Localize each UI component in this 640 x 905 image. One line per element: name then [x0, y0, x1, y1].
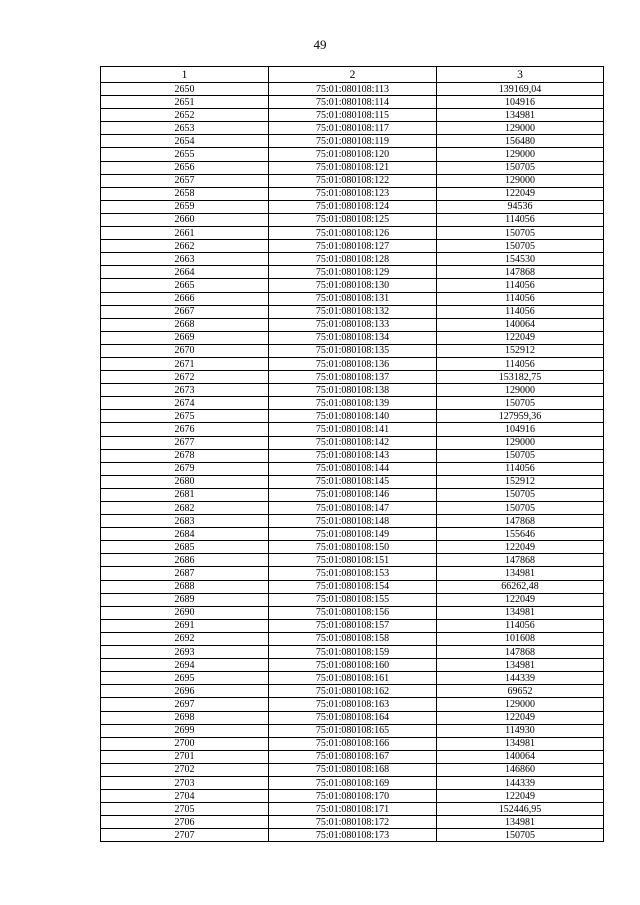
table-row: [101, 803, 604, 816]
table-cell-col-3: 122049: [437, 187, 604, 200]
table-cell-col-1: 2685: [101, 541, 269, 554]
table-cell-col-2: 75:01:080108:145: [269, 475, 437, 488]
table-cell-col-2: 75:01:080108:127: [269, 240, 437, 253]
table-cell-col-1: 2654: [101, 135, 269, 148]
table-row: [101, 253, 604, 266]
table-cell-col-3: 153182,75: [437, 371, 604, 384]
table-row: [101, 816, 604, 829]
table-cell-col-1: 2706: [101, 816, 269, 829]
table-cell-col-2: 75:01:080108:113: [269, 83, 437, 96]
table-cell-col-2: 75:01:080108:155: [269, 593, 437, 606]
table-row: [101, 436, 604, 449]
table-row: [101, 397, 604, 410]
table-cell-col-1: 2700: [101, 737, 269, 750]
table-cell-col-3: 114056: [437, 213, 604, 226]
table-cell-col-1: 2677: [101, 436, 269, 449]
table-row: [101, 646, 604, 659]
table-cell-col-3: 134981: [437, 659, 604, 672]
table-cell-col-3: 129000: [437, 174, 604, 187]
table-cell-col-3: 122049: [437, 593, 604, 606]
table-cell-col-1: 2687: [101, 567, 269, 580]
table-cell-col-3: 114930: [437, 724, 604, 737]
table-cell-col-1: 2703: [101, 776, 269, 789]
table-cell-col-1: 2667: [101, 305, 269, 318]
table-row: [101, 554, 604, 567]
table-cell-col-3: 122049: [437, 541, 604, 554]
table-cell-col-2: 75:01:080108:135: [269, 344, 437, 357]
table-cell-col-3: 127959,36: [437, 410, 604, 423]
page-number: 49: [313, 37, 327, 52]
header-cell-1: 1: [101, 67, 269, 83]
table-cell-col-1: 2665: [101, 279, 269, 292]
table-cell-col-1: 2697: [101, 698, 269, 711]
table-cell-col-3: 122049: [437, 711, 604, 724]
table-cell-col-1: 2652: [101, 109, 269, 122]
table-row: [101, 200, 604, 213]
table-cell-col-1: 2675: [101, 410, 269, 423]
table-row: [101, 148, 604, 161]
table-cell-col-1: 2681: [101, 488, 269, 501]
table-cell-col-1: 2693: [101, 646, 269, 659]
table-row: [101, 462, 604, 475]
table-row: [101, 488, 604, 501]
table-cell-col-1: 2691: [101, 619, 269, 632]
table-cell-col-2: 75:01:080108:166: [269, 737, 437, 750]
table-cell-col-3: 147868: [437, 266, 604, 279]
table-cell-col-1: 2661: [101, 227, 269, 240]
table-cell-col-2: 75:01:080108:143: [269, 449, 437, 462]
table-cell-col-2: 75:01:080108:169: [269, 776, 437, 789]
table-cell-col-2: 75:01:080108:130: [269, 279, 437, 292]
table-cell-col-3: 140064: [437, 318, 604, 331]
table-cell-col-3: 134981: [437, 606, 604, 619]
table-row: [101, 266, 604, 279]
header-cell-3: 3: [437, 67, 604, 83]
table-cell-col-2: 75:01:080108:154: [269, 580, 437, 593]
table-row: [101, 318, 604, 331]
table-cell-col-2: 75:01:080108:173: [269, 829, 437, 842]
table-row: [101, 161, 604, 174]
table-cell-col-2: 75:01:080108:128: [269, 253, 437, 266]
table-cell-col-2: 75:01:080108:122: [269, 174, 437, 187]
table-cell-col-3: 129000: [437, 122, 604, 135]
table-cell-col-1: 2650: [101, 83, 269, 96]
table-cell-col-1: 2659: [101, 200, 269, 213]
table-cell-col-3: 150705: [437, 397, 604, 410]
table-cell-col-3: 147868: [437, 646, 604, 659]
table-row: [101, 737, 604, 750]
table-header: [101, 67, 604, 83]
table-cell-col-1: 2680: [101, 475, 269, 488]
table-cell-col-3: 134981: [437, 567, 604, 580]
table-row: [101, 829, 604, 842]
table-cell-col-1: 2682: [101, 502, 269, 515]
table-cell-col-2: 75:01:080108:120: [269, 148, 437, 161]
table-cell-col-2: 75:01:080108:156: [269, 606, 437, 619]
table-row: [101, 502, 604, 515]
table-cell-col-3: 150705: [437, 502, 604, 515]
table-row: [101, 174, 604, 187]
table-cell-col-2: 75:01:080108:151: [269, 554, 437, 567]
table-cell-col-1: 2679: [101, 462, 269, 475]
table-cell-col-1: 2666: [101, 292, 269, 305]
table-row: [101, 279, 604, 292]
table-cell-col-3: 129000: [437, 698, 604, 711]
table-cell-col-1: 2678: [101, 449, 269, 462]
table-cell-col-1: 2686: [101, 554, 269, 567]
table-cell-col-3: 147868: [437, 554, 604, 567]
table-cell-col-1: 2694: [101, 659, 269, 672]
table-cell-col-2: 75:01:080108:140: [269, 410, 437, 423]
table-cell-col-3: 150705: [437, 240, 604, 253]
table-cell-col-2: 75:01:080108:136: [269, 357, 437, 370]
table-cell-col-3: 156480: [437, 135, 604, 148]
table-row: [101, 776, 604, 789]
table-row: [101, 135, 604, 148]
table-row: [101, 606, 604, 619]
table-row: [101, 698, 604, 711]
table-cell-col-1: 2673: [101, 384, 269, 397]
table-row: [101, 187, 604, 200]
table-cell-col-3: 104916: [437, 423, 604, 436]
table-cell-col-3: 152912: [437, 344, 604, 357]
table-row: [101, 357, 604, 370]
table-row: [101, 515, 604, 528]
table-cell-col-3: 114056: [437, 292, 604, 305]
header-cell-2: 2: [269, 67, 437, 83]
table-cell-col-3: 114056: [437, 279, 604, 292]
table-cell-col-2: 75:01:080108:142: [269, 436, 437, 449]
table-row: [101, 227, 604, 240]
table-row: [101, 750, 604, 763]
table-row: [101, 83, 604, 96]
table-cell-col-1: 2658: [101, 187, 269, 200]
table-cell-col-3: 129000: [437, 436, 604, 449]
table-cell-col-1: 2655: [101, 148, 269, 161]
table-cell-col-2: 75:01:080108:172: [269, 816, 437, 829]
table-cell-col-1: 2670: [101, 344, 269, 357]
table-cell-col-3: 101608: [437, 632, 604, 645]
table-cell-col-3: 146860: [437, 763, 604, 776]
table-row: [101, 292, 604, 305]
table-cell-col-2: 75:01:080108:141: [269, 423, 437, 436]
table-cell-col-3: 150705: [437, 227, 604, 240]
table-cell-col-3: 150705: [437, 161, 604, 174]
table-cell-col-2: 75:01:080108:147: [269, 502, 437, 515]
table-cell-col-3: 94536: [437, 200, 604, 213]
table-cell-col-3: 114056: [437, 357, 604, 370]
table-row: [101, 790, 604, 803]
table-cell-col-1: 2695: [101, 672, 269, 685]
table-cell-col-2: 75:01:080108:133: [269, 318, 437, 331]
table-row: [101, 305, 604, 318]
table-cell-col-3: 150705: [437, 829, 604, 842]
table-cell-col-1: 2683: [101, 515, 269, 528]
table-cell-col-2: 75:01:080108:148: [269, 515, 437, 528]
table-cell-col-2: 75:01:080108:157: [269, 619, 437, 632]
table-row: [101, 240, 604, 253]
table-row: [101, 423, 604, 436]
table-cell-col-2: 75:01:080108:132: [269, 305, 437, 318]
table-row: [101, 541, 604, 554]
table-cell-col-1: 2684: [101, 528, 269, 541]
table-cell-col-1: 2669: [101, 331, 269, 344]
table-cell-col-2: 75:01:080108:119: [269, 135, 437, 148]
table-row: [101, 96, 604, 109]
table-row: [101, 331, 604, 344]
table-row: [101, 344, 604, 357]
table-row: [101, 213, 604, 226]
table-row: [101, 593, 604, 606]
table-cell-col-3: 150705: [437, 488, 604, 501]
table-cell-col-1: 2656: [101, 161, 269, 174]
table-row: [101, 659, 604, 672]
table-row: [101, 632, 604, 645]
table-cell-col-1: 2689: [101, 593, 269, 606]
table-cell-col-2: 75:01:080108:167: [269, 750, 437, 763]
table-cell-col-3: 134981: [437, 109, 604, 122]
table-cell-col-3: 152446,95: [437, 803, 604, 816]
table-cell-col-1: 2676: [101, 423, 269, 436]
header-row: [101, 67, 604, 83]
table-cell-col-2: 75:01:080108:125: [269, 213, 437, 226]
data-table: [100, 66, 604, 842]
table-cell-col-3: 134981: [437, 816, 604, 829]
table-cell-col-2: 75:01:080108:165: [269, 724, 437, 737]
table-cell-col-2: 75:01:080108:134: [269, 331, 437, 344]
table-cell-col-3: 144339: [437, 672, 604, 685]
table-cell-col-3: 129000: [437, 148, 604, 161]
table-cell-col-2: 75:01:080108:121: [269, 161, 437, 174]
table-row: [101, 371, 604, 384]
table-cell-col-3: 140064: [437, 750, 604, 763]
table-cell-col-1: 2696: [101, 685, 269, 698]
table-cell-col-3: 154530: [437, 253, 604, 266]
table-row: [101, 580, 604, 593]
table-cell-col-2: 75:01:080108:131: [269, 292, 437, 305]
table-cell-col-1: 2662: [101, 240, 269, 253]
table-cell-col-2: 75:01:080108:163: [269, 698, 437, 711]
table-cell-col-2: 75:01:080108:168: [269, 763, 437, 776]
table-cell-col-2: 75:01:080108:150: [269, 541, 437, 554]
table-cell-col-2: 75:01:080108:160: [269, 659, 437, 672]
table-cell-col-3: 139169,04: [437, 83, 604, 96]
table-cell-col-2: 75:01:080108:137: [269, 371, 437, 384]
table-cell-col-2: 75:01:080108:162: [269, 685, 437, 698]
table-cell-col-1: 2699: [101, 724, 269, 737]
table-row: [101, 619, 604, 632]
table-row: [101, 122, 604, 135]
table-cell-col-1: 2660: [101, 213, 269, 226]
table-cell-col-2: 75:01:080108:146: [269, 488, 437, 501]
table-cell-col-2: 75:01:080108:138: [269, 384, 437, 397]
table-cell-col-1: 2690: [101, 606, 269, 619]
table-cell-col-3: 69652: [437, 685, 604, 698]
table-cell-col-2: 75:01:080108:144: [269, 462, 437, 475]
table-cell-col-1: 2663: [101, 253, 269, 266]
table-cell-col-1: 2653: [101, 122, 269, 135]
table-cell-col-1: 2705: [101, 803, 269, 816]
table-cell-col-3: 66262,48: [437, 580, 604, 593]
table-cell-col-2: 75:01:080108:123: [269, 187, 437, 200]
table-cell-col-3: 122049: [437, 331, 604, 344]
table-cell-col-2: 75:01:080108:114: [269, 96, 437, 109]
table-cell-col-2: 75:01:080108:164: [269, 711, 437, 724]
table-cell-col-2: 75:01:080108:126: [269, 227, 437, 240]
table-cell-col-3: 114056: [437, 462, 604, 475]
table-cell-col-1: 2672: [101, 371, 269, 384]
table-cell-col-2: 75:01:080108:115: [269, 109, 437, 122]
table-cell-col-1: 2668: [101, 318, 269, 331]
table-cell-col-3: 129000: [437, 384, 604, 397]
table-cell-col-3: 134981: [437, 737, 604, 750]
table-cell-col-3: 155646: [437, 528, 604, 541]
table-cell-col-3: 104916: [437, 96, 604, 109]
table-cell-col-1: 2698: [101, 711, 269, 724]
table-cell-col-1: 2707: [101, 829, 269, 842]
table-cell-col-1: 2674: [101, 397, 269, 410]
table-row: [101, 410, 604, 423]
table-cell-col-2: 75:01:080108:117: [269, 122, 437, 135]
table-row: [101, 384, 604, 397]
table-cell-col-1: 2702: [101, 763, 269, 776]
table-cell-col-1: 2664: [101, 266, 269, 279]
table-row: [101, 763, 604, 776]
table-cell-col-2: 75:01:080108:171: [269, 803, 437, 816]
table-row: [101, 724, 604, 737]
table-row: [101, 449, 604, 462]
table-cell-col-1: 2704: [101, 790, 269, 803]
table-row: [101, 475, 604, 488]
table-cell-col-3: 147868: [437, 515, 604, 528]
table-cell-col-2: 75:01:080108:139: [269, 397, 437, 410]
table-cell-col-1: 2671: [101, 357, 269, 370]
table-cell-col-1: 2657: [101, 174, 269, 187]
table-cell-col-1: 2701: [101, 750, 269, 763]
table-cell-col-3: 114056: [437, 619, 604, 632]
table-row: [101, 685, 604, 698]
table-row: [101, 109, 604, 122]
table-cell-col-3: 122049: [437, 790, 604, 803]
table-cell-col-3: 114056: [437, 305, 604, 318]
table-cell-col-1: 2692: [101, 632, 269, 645]
table-row: [101, 528, 604, 541]
table-cell-col-2: 75:01:080108:124: [269, 200, 437, 213]
table-cell-col-1: 2688: [101, 580, 269, 593]
table-cell-col-3: 152912: [437, 475, 604, 488]
table-row: [101, 711, 604, 724]
table-cell-col-3: 150705: [437, 449, 604, 462]
table-cell-col-2: 75:01:080108:161: [269, 672, 437, 685]
table-cell-col-2: 75:01:080108:129: [269, 266, 437, 279]
table-row: [101, 567, 604, 580]
table-body: [101, 83, 604, 842]
table-cell-col-3: 144339: [437, 776, 604, 789]
table-cell-col-2: 75:01:080108:153: [269, 567, 437, 580]
table-cell-col-2: 75:01:080108:159: [269, 646, 437, 659]
table-cell-col-2: 75:01:080108:158: [269, 632, 437, 645]
table-row: [101, 672, 604, 685]
table-cell-col-2: 75:01:080108:170: [269, 790, 437, 803]
table-cell-col-2: 75:01:080108:149: [269, 528, 437, 541]
table-cell-col-1: 2651: [101, 96, 269, 109]
